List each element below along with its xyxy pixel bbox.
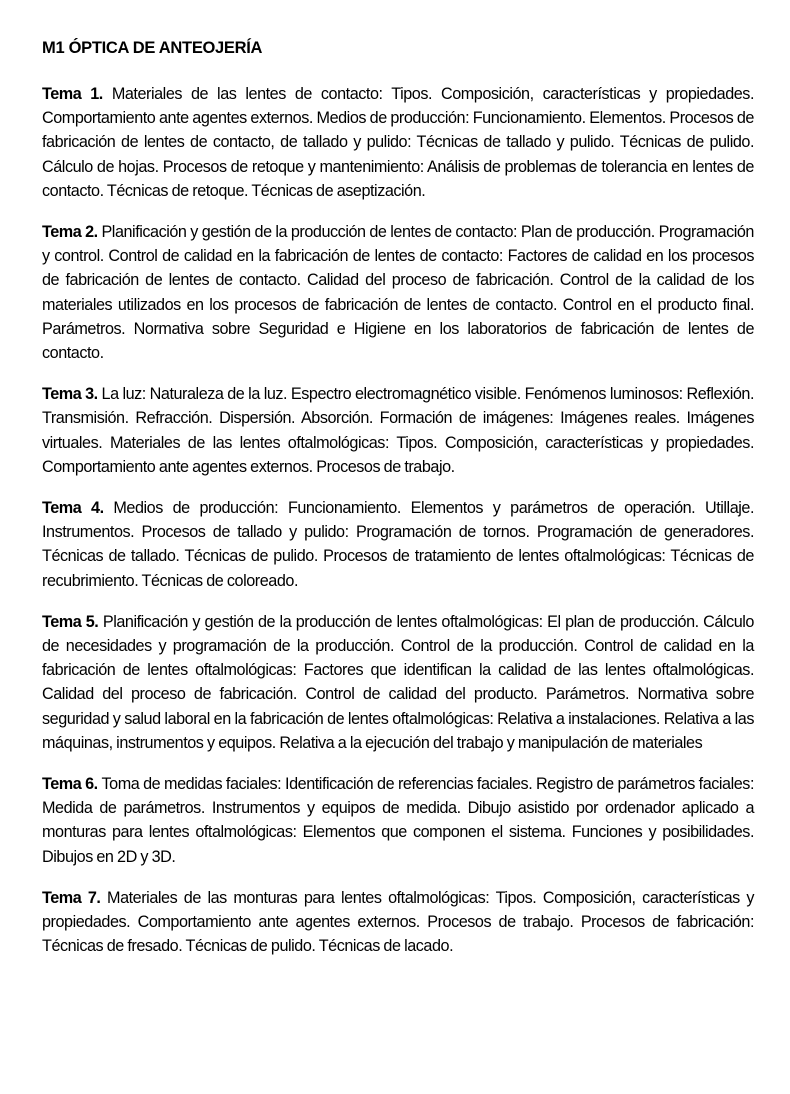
topic-label: Tema 6. [42, 775, 98, 794]
topic-2 [42, 220, 754, 365]
topic-6 [42, 772, 754, 869]
topic-label: Tema 3. [42, 385, 98, 404]
topic-4 [42, 496, 754, 593]
topic-3 [42, 382, 754, 479]
topic-1 [42, 82, 754, 203]
topic-7 [42, 886, 754, 959]
topic-5 [42, 610, 754, 755]
document-title: M1 ÓPTICA DE ANTEOJERÍA [42, 39, 263, 57]
topic-label: Tema 4. [42, 499, 104, 518]
topic-label: Tema 1. [42, 85, 103, 103]
topic-text: Medios de producción: Funcionamiento. Elementos y parámetros de operación. Utillaje. Instrumentos. Procesos de tallado y pulido: Programación de tornos. Programación de generadores. Técnicas de tallado. Técnicas de pulido. Procesos de tratamiento de lentes oftalmológicas: Técnicas de recubrimiento. Técnicas de coloreado. [42, 499, 754, 590]
topic-text: Planificación y gestión de la producción de lentes de contacto: Plan de producción. Programación y control. Control de calidad en la fabricación de lentes de contacto: Factores de calidad en los procesos de fabricación de lentes de contacto. Calidad del proceso de fabricación. Control de la calidad de los materiales utilizados en los procesos de fabricación de lentes de contacto. Control en el producto final. Parámetros. Normativa sobre Seguridad e Higiene en los laboratorios de fabricación de lentes de contacto. [42, 223, 754, 363]
topic-text: Materiales de las lentes de contacto: Tipos. Composición, características y propiedades. Comportamiento ante agentes externos. Medios de producción: Funcionamiento. Elementos. Procesos de fabricación de lentes de contacto, de tallado y pulido: Técnicas de tallado y pulido. Técnicas de pulido. Cálculo de hojas. Procesos de retoque y mantenimiento: Análisis de problemas de tolerancia en lentes de contacto. Técnicas de retoque. Técnicas de aseptización. [42, 85, 754, 200]
topic-text: La luz: Naturaleza de la luz. Espectro electromagnético visible. Fenómenos luminosos: Reflexión. Transmisión. Refracción. Dispersión. Absorción. Formación de imágenes: Imágenes reales. Imágenes virtuales. Materiales de las lentes oftalmológicas: Tipos. Composición, características y propiedades. Comportamiento ante agentes externos. Procesos de trabajo. [42, 385, 754, 476]
topic-text: Toma de medidas faciales: Identificación de referencias faciales. Registro de parámetros faciales: Medida de parámetros. Instrumentos y equipos de medida. Dibujo asistido por ordenador aplicado a monturas para lentes oftalmológicas: Elementos que componen el sistema. Funciones y posibilidades. Dibujos en 2D y 3D. [42, 775, 754, 866]
topic-text: Planificación y gestión de la producción de lentes oftalmológicas: El plan de producción. Cálculo de necesidades y programación de la producción. Control de la producción. Control de calidad en la fabricación de lentes oftalmológicas: Factores que identifican la calidad de las lentes oftalmológicas. Calidad del proceso de fabricación. Control de calidad del producto. Parámetros. Normativa sobre seguridad y salud laboral en la fabricación de lentes oftalmológicas: Relativa a instalaciones. Relativa a las máquinas, instrumentos y equipos. Relativa a la ejecución del trabajo y manipulación de materiales [42, 612, 754, 752]
topic-label: Tema 2. [42, 223, 98, 242]
topic-label: Tema 7. [42, 888, 101, 907]
topic-label: Tema 5. [42, 612, 99, 631]
topic-text: Materiales de las monturas para lentes oftalmológicas: Tipos. Composición, características y propiedades. Comportamiento ante agentes externos. Procesos de trabajo. Procesos de fabricación: Técnicas de fresado. Técnicas de pulido. Técnicas de lacado. [42, 888, 754, 956]
document-page [42, 36, 754, 976]
